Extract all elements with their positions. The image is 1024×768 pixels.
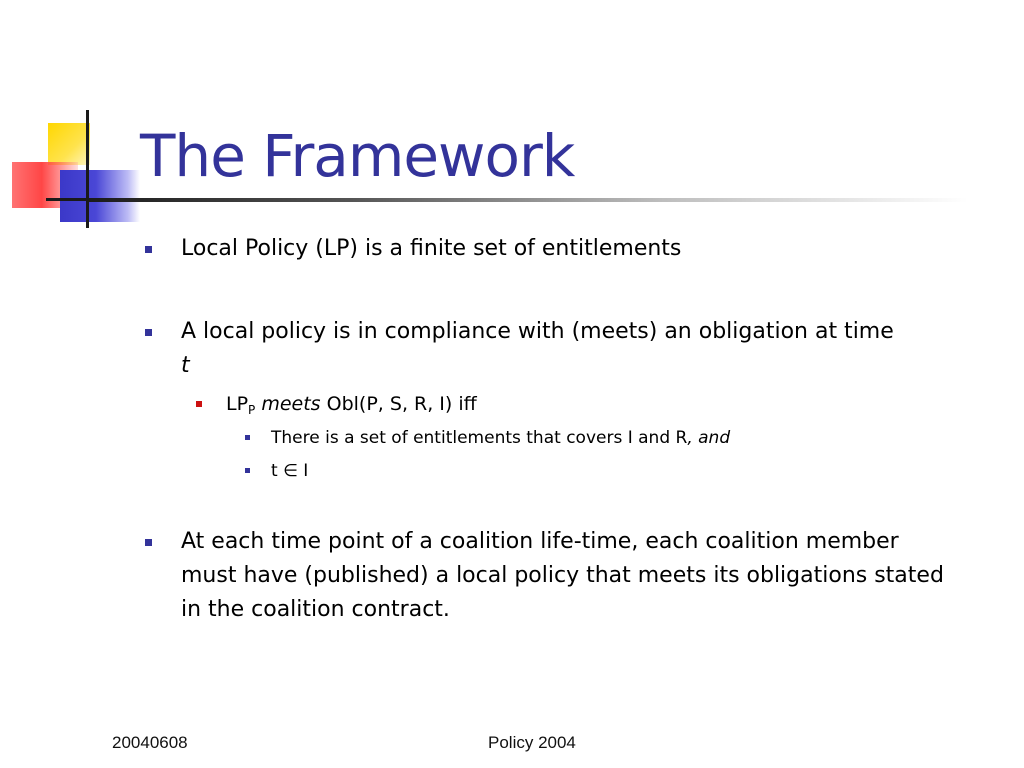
- meets-verb: meets: [261, 393, 321, 415]
- bullet-marker: [145, 539, 152, 546]
- footer-center-text: Policy 2004: [488, 733, 576, 752]
- sub-bullet-meets: [226, 390, 986, 424]
- lp-prefix: LP: [226, 393, 249, 415]
- lp-subscript: P: [248, 403, 256, 417]
- footer-date: 20040608: [112, 733, 188, 752]
- sub-sub-bullet-marker: [245, 468, 250, 473]
- slide-title: The Framework: [140, 122, 575, 190]
- bullet-text: Local Policy (LP) is a finite set of entitlements: [181, 236, 682, 261]
- bullet-marker: [145, 329, 152, 336]
- time-variable: t: [181, 353, 190, 378]
- bullet-coalition: [181, 525, 961, 627]
- time-in-interval-text: t ∈ I: [271, 461, 309, 481]
- bullet-text: At each time point of a coalition life-time, each coalition member must have (published) a local policy that meets its obligations stated in the coalition contract.: [181, 529, 944, 622]
- sub-sub-bullet-entitlements: [271, 425, 991, 451]
- bullet-text: A local policy is in compliance with (meets) an obligation at time: [181, 319, 894, 344]
- obligation-text: Obl(P, S, R, I) iff: [326, 393, 477, 415]
- sub-sub-bullet-time-in-interval: [271, 458, 991, 484]
- and-suffix: , and: [687, 428, 731, 448]
- bullet-compliance: [181, 315, 1001, 383]
- sub-sub-bullet-marker: [245, 435, 250, 440]
- entitlements-text: There is a set of entitlements that covers I and R: [271, 428, 688, 448]
- bullet-local-policy: [181, 232, 1001, 266]
- bullet-marker: [145, 246, 152, 253]
- sub-bullet-marker: [196, 401, 202, 407]
